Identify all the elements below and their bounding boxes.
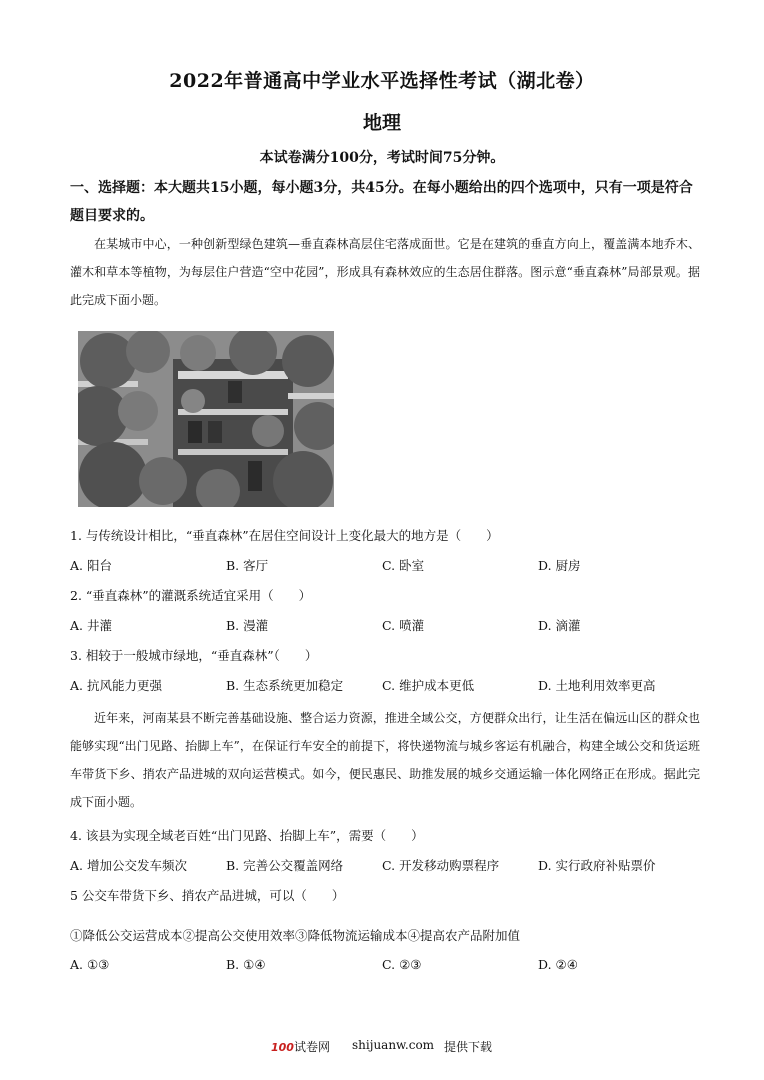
vertical-forest-illustration xyxy=(78,331,334,507)
q1-option-c[interactable]: C. 卧室 xyxy=(382,558,425,573)
vertical-forest-photo xyxy=(78,331,334,507)
q5-option-a[interactable]: A. ①③ xyxy=(70,957,110,972)
passage-rural-transit: 近年来，河南某县不断完善基础设施、整合运力资源，推进全域公交，方便群众出行，让生活在偏远山区的群众也能够实现“出门见路、抬脚上车”，在保证行车安全的前提下，将快递物流与城乡客运有机融合，构建全域公交和货运班车带货下乡、捎农产品进城的双向运营模式。如今，便民惠民、助推发展的城乡交通运输一体化网络正在形成。据此完成下面小题。 xyxy=(70,711,700,809)
footer-logo[interactable] xyxy=(271,1038,330,1055)
q1-option-a[interactable]: A. 阳台 xyxy=(70,558,112,573)
q4-option-d[interactable]: D. 实行政府补贴票价 xyxy=(538,858,656,873)
q3-option-d[interactable]: D. 土地利用效率更高 xyxy=(538,678,656,693)
question-5-stem: 5 公交车带货下乡、捎农产品进城，可以（ ） xyxy=(70,888,345,903)
q4-option-c[interactable]: C. 开发移动购票程序 xyxy=(382,858,500,873)
q5-option-c[interactable]: C. ②③ xyxy=(382,957,422,972)
q1-option-b[interactable]: B. 客厅 xyxy=(226,558,269,573)
q3-option-b[interactable]: B. 生态系统更加稳定 xyxy=(226,678,344,693)
q2-option-a[interactable]: A. 井灌 xyxy=(70,618,112,633)
question-5-choices: ①降低公交运营成本②提高公交使用效率③降低物流运输成本④提高农产品附加值 xyxy=(70,928,521,943)
question-3-stem: 3. 相较于一般城市绿地，“垂直森林”（ ） xyxy=(70,648,318,663)
question-1-options xyxy=(70,556,710,574)
footer-site-link[interactable]: shijuanw.com xyxy=(352,1038,435,1052)
q3-option-c[interactable]: C. 维护成本更低 xyxy=(382,678,475,693)
q2-option-b[interactable]: B. 漫灌 xyxy=(226,618,269,633)
q4-option-b[interactable]: B. 完善公交覆盖网络 xyxy=(226,858,344,873)
question-2-options xyxy=(70,616,710,634)
q5-option-b[interactable]: B. ①④ xyxy=(226,957,266,972)
page-footer xyxy=(0,1038,764,1058)
question-2-stem: 2. “垂直森林”的灌溉系统适宜采用（ ） xyxy=(70,588,312,603)
q4-option-a[interactable]: A. 增加公交发车频次 xyxy=(70,858,187,873)
question-1-stem: 1. 与传统设计相比，“垂直森林”在居住空间设计上变化最大的地方是（ ） xyxy=(70,528,499,543)
exam-subject: 地理 xyxy=(362,112,401,134)
q1-option-d[interactable]: D. 厨房 xyxy=(538,558,581,573)
q2-option-d[interactable]: D. 滴灌 xyxy=(538,618,581,633)
q3-option-a[interactable]: A. 抗风能力更强 xyxy=(70,678,162,693)
q2-option-c[interactable]: C. 喷灌 xyxy=(382,618,425,633)
footer-download-link[interactable]: 提供下载 xyxy=(444,1040,493,1054)
q5-option-d[interactable]: D. ②④ xyxy=(538,957,578,972)
question-3-options xyxy=(70,676,710,694)
exam-info: 本试卷满分100分，考试时间75分钟。 xyxy=(259,150,505,166)
question-5-options xyxy=(70,957,710,975)
question-4-stem: 4. 该县为实现全域老百姓“出门见路、抬脚上车”，需要（ ） xyxy=(70,828,424,843)
exam-title: 2022年普通高中学业水平选择性考试（湖北卷） xyxy=(169,70,595,92)
passage-vertical-forest: 在某城市中心，一种创新型绿色建筑—垂直森林高层住宅落成面世。它是在建筑的垂直方向上，覆盖满本地乔木、灌木和草本等植物，为每层住户营造“空中花园”，形成具有森林效应的生态居住群落。图示意“垂直森林”局部景观。据此完成下面小题。 xyxy=(70,237,700,307)
question-4-options xyxy=(70,856,710,874)
footer-logo-text: 试卷网 xyxy=(293,1040,330,1054)
section-heading: 一、选择题：本大题共15小题，每小题3分，共45分。在每小题给出的四个选项中，只有一项是符合题目要求的。 xyxy=(70,180,693,224)
footer-logo-number: 100 xyxy=(271,1041,294,1054)
